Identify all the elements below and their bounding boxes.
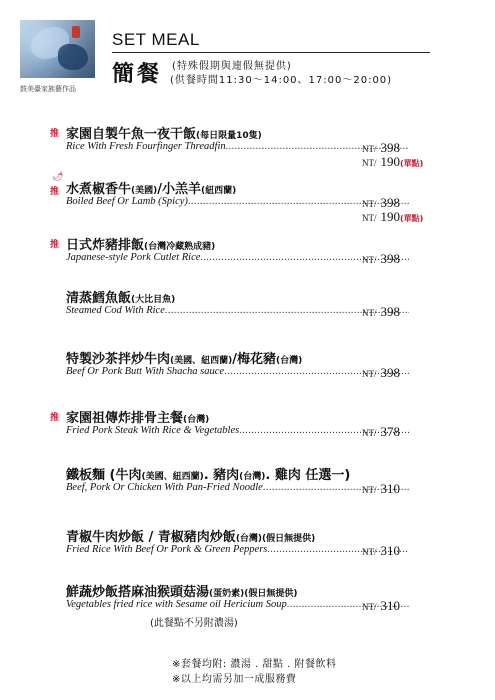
price: NT/ 310 [362,598,400,613]
dish-name-en: Beef Or Pork Butt With Shacha sauce [66,366,225,377]
dish-name-zh: 日式炸豬排飯(台灣冷藏熟成豬) [66,238,216,253]
price: NT/ 398 [362,365,400,380]
dish-name-en: Rice With Fresh Fourfinger Threadfin [66,141,226,152]
service-charge-note: ※以上均需另加一成服務費 [172,674,297,685]
single-price: NT/ 190(單點) [362,209,424,224]
price: NT/ 398 [362,140,400,155]
price: NT/ 378 [362,424,400,439]
recommend-badge: 推 [50,413,60,423]
artwork-image [20,20,95,78]
price: NT/ 310 [362,481,400,496]
dish-name-zh: 特製沙茶拌炒牛肉(美國、紐西蘭)/梅花豬(台灣) [66,352,303,367]
price: NT/ 398 [362,251,400,266]
price: NT/ 398 [362,304,400,319]
dish-name-zh: 家園自製午魚一夜干飯(每日限量10隻) [66,127,262,142]
set-meal-includes-note: ※套餐均附: 濃湯 . 甜點 . 附餐飲料 [172,659,337,670]
dish-name-en: Steamed Cod With Rice [66,305,165,316]
dish-name-zh: 青椒牛肉炒飯 / 青椒豬肉炒飯(台灣)(假日無提供) [66,530,316,545]
no-soup-note: (此餐點不另附濃湯) [150,618,238,629]
price: NT/ 310 [362,543,400,558]
chili-pepper-icon: 🌶 [52,172,64,182]
artwork-caption: 鼓美臺家族藝作品 [20,85,76,93]
recommend-badge: 推 [50,129,60,139]
recommend-badge: 推 [50,187,60,197]
single-price: NT/ 190(單點) [362,154,424,169]
dish-name-en: Japanese-style Pork Cutlet Rice [66,252,201,263]
dish-name-zh: 鮮蔬炒飯搭麻油猴頭菇湯(蛋奶素)(假日無提供) [66,585,298,600]
dish-name-en: Beef, Pork Or Chicken With Pan-Fried Noodle [66,482,263,493]
dish-name-zh: 鐵板麵 (牛肉(美國、紐西蘭). 豬肉(台灣). 雞肉 任選一) [66,468,351,483]
dish-name-zh: 家園祖傳炸排骨主餐(台灣) [66,411,210,426]
dish-name-en: Vegetables fried rice with Sesame oil Hericium Soup [66,599,287,610]
dish-name-zh: 清蒸鱈魚飯(大比目魚) [66,291,176,306]
dish-name-en: Fried Pork Steak With Rice & Vegetables [66,425,240,436]
price: NT/ 398 [362,195,400,210]
page-title-en: SET MEAL [112,30,200,49]
dish-name-zh: 水煮椒香牛(美國)/小羔羊(紐西蘭) [66,182,237,197]
serving-hours: (供餐時間11:30～14:00、17:00～20:00) [170,75,393,86]
recommend-badge: 推 [50,240,60,250]
holiday-note: (特殊假期與連假無提供) [172,61,292,72]
page-title-zh: 簡餐 [112,62,163,87]
title-divider [112,52,430,53]
dish-name-en: Boiled Beef Or Lamb (Spicy) [66,196,188,207]
dish-name-en: Fried Rice With Beef Or Pork & Green Peppers [66,544,268,555]
